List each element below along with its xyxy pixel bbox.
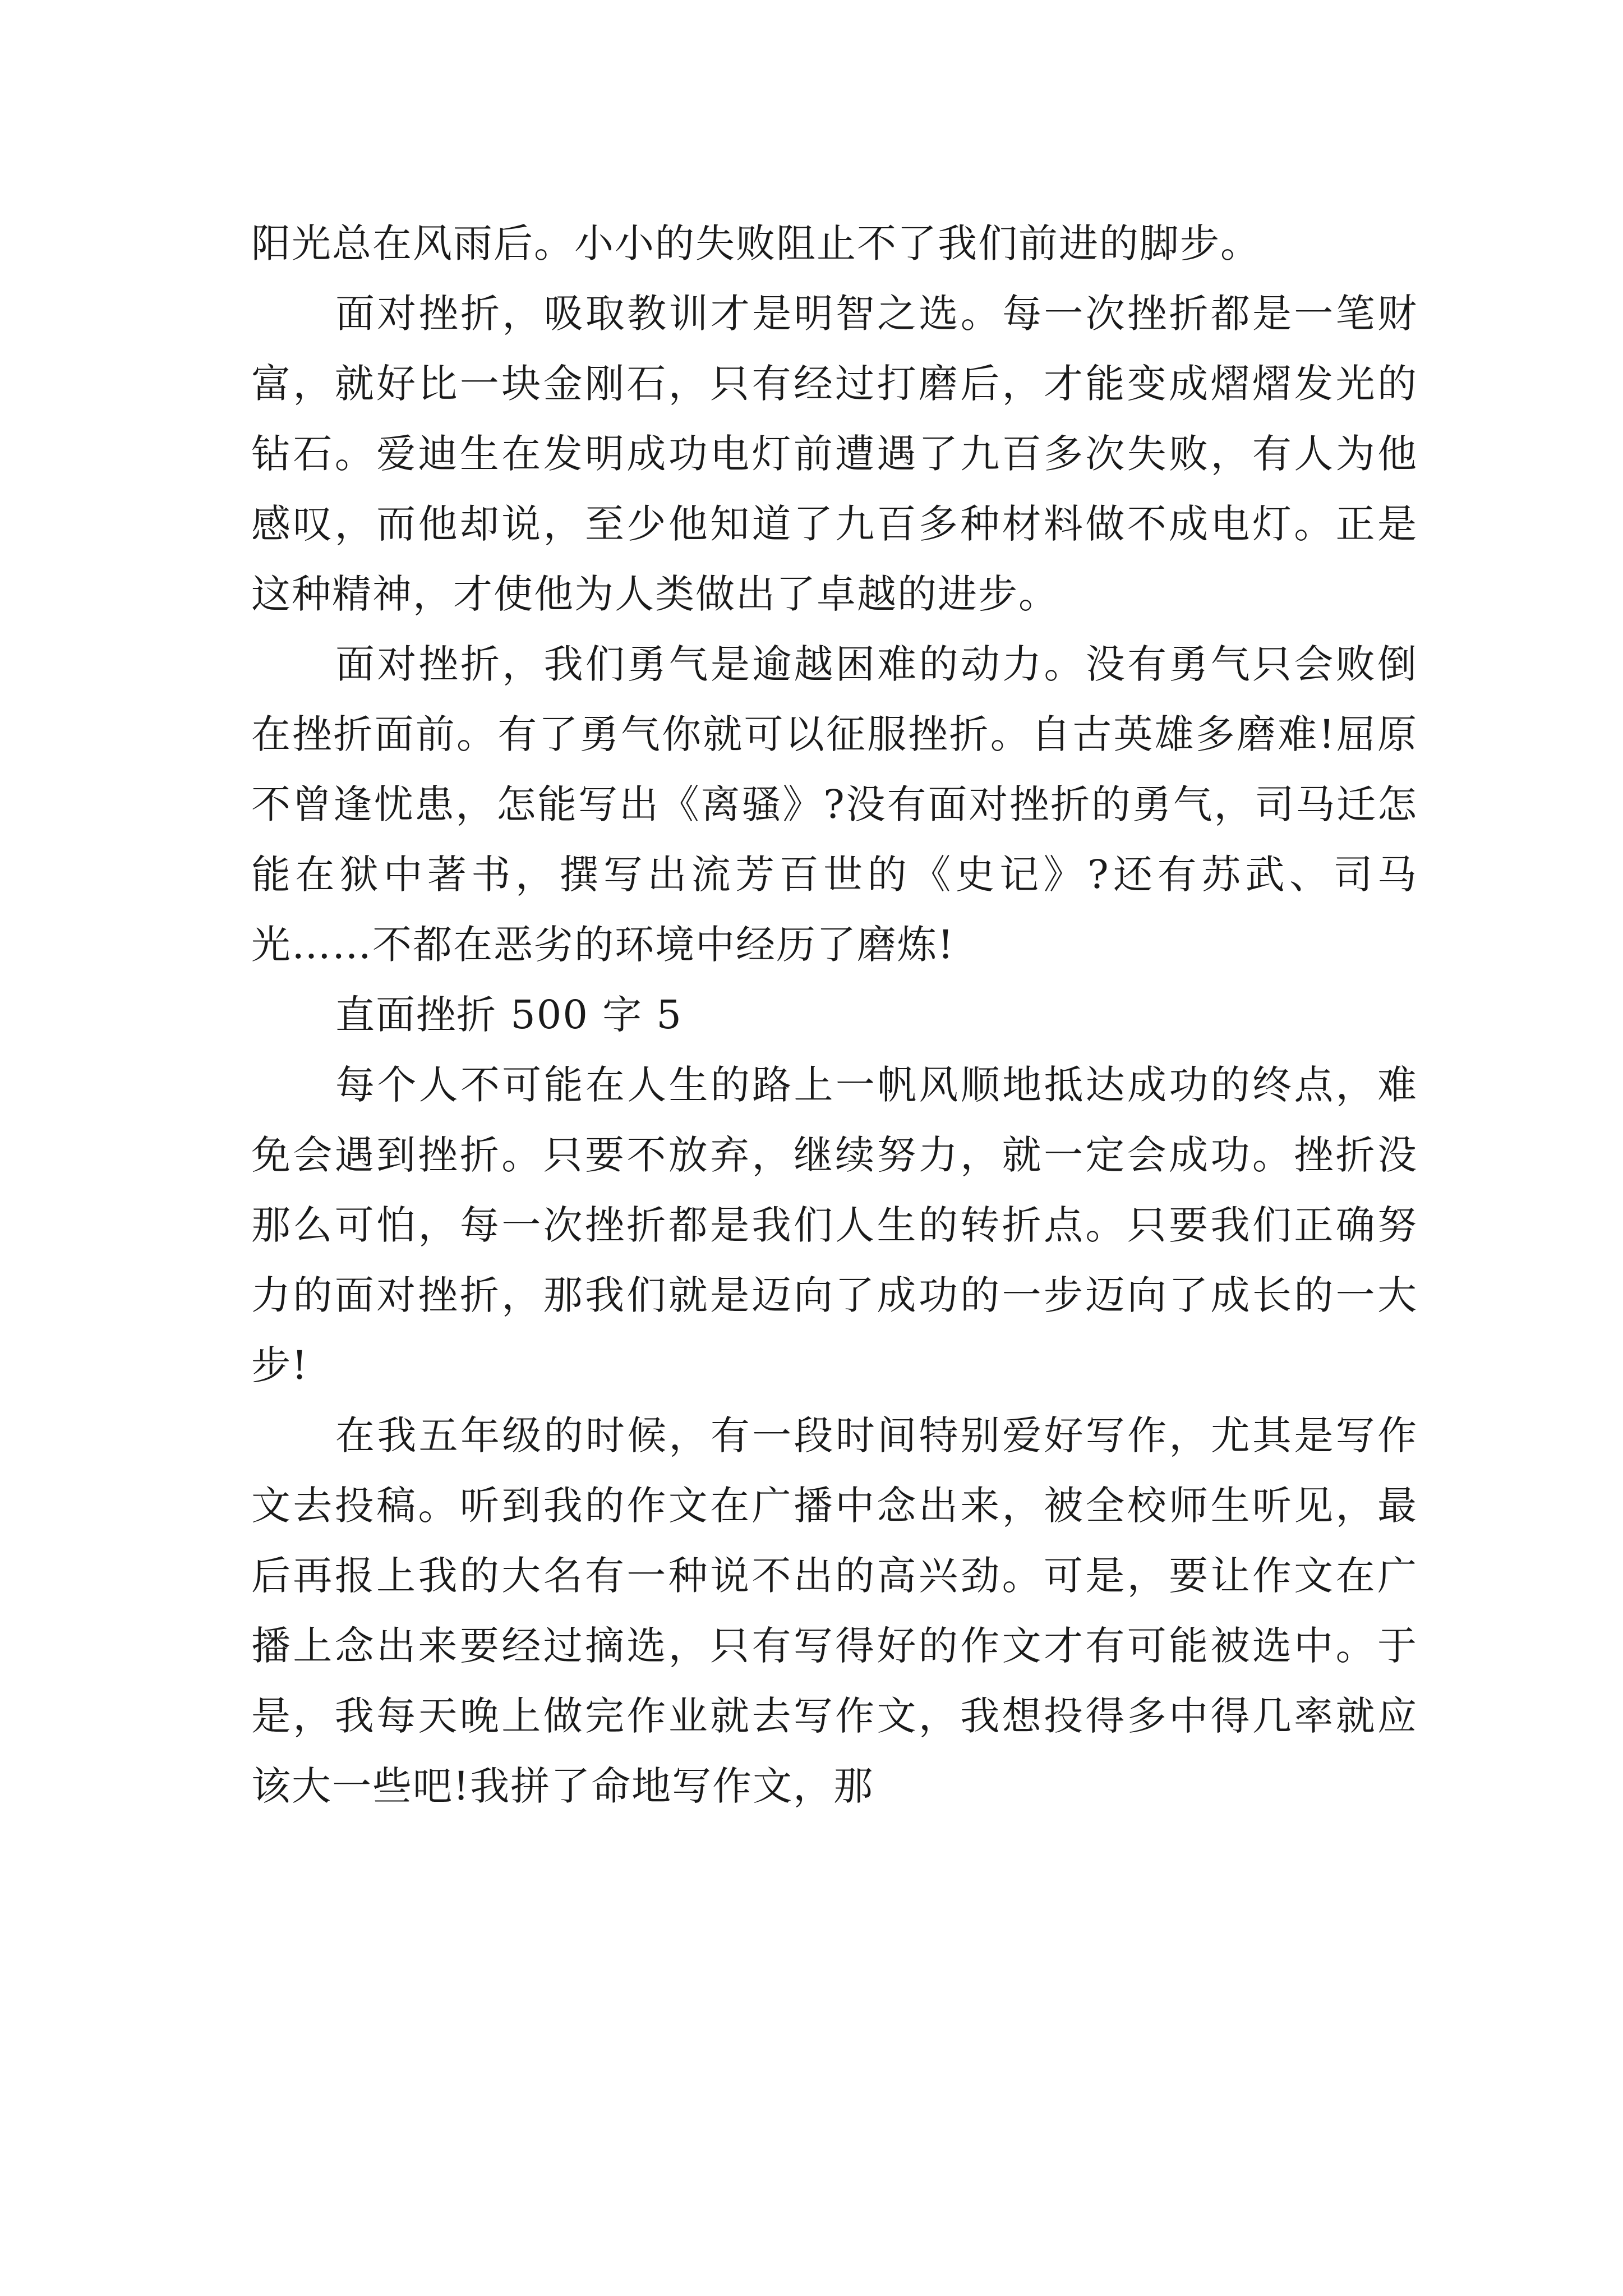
paragraph-no-smooth-road: 每个人不可能在人生的路上一帆风顺地抵达成功的终点，难免会遇到挫折。只要不放弃，继续努力，就一定会成功。挫折没那么可怕，每一次挫折都是我们人生的转折点。只要我们正确努力的面对挫折，那我们就是迈向了成功的一步迈向了成长的一大步! xyxy=(251,1062,1418,1388)
paragraph-courage: 面对挫折，我们勇气是逾越困难的动力。没有勇气只会败倒在挫折面前。有了勇气你就可以征服挫折。自古英雄多磨难!屈原不曾逢忧患，怎能写出《离骚》?没有面对挫折的勇气，司马迁怎能在狱中著书，撰写出流芳百世的《史记》?还有苏武、司马光……不都在恶劣的环境中经历了磨炼! xyxy=(251,641,1418,968)
paragraph-learn-lessons: 面对挫折，吸取教训才是明智之选。每一次挫折都是一笔财富，就好比一块金刚石，只有经过打磨后，才能变成熠熠发光的钻石。爱迪生在发明成功电灯前遭遇了九百多次失败，有人为他感叹，而他却说，至少他知道了九百多种材料做不成电灯。正是这种精神，才使他为人类做出了卓越的进步。 xyxy=(251,291,1418,617)
paragraph-continued: 阳光总在风雨后。小小的失败阻止不了我们前进的脚步。 xyxy=(251,220,1261,266)
paragraph-fifth-grade: 在我五年级的时候，有一段时间特别爱好写作，尤其是写作文去投稿。听到我的作文在广播中念出来，被全校师生听见，最后再报上我的大名有一种说不出的高兴劲。可是，要让作文在广播上念出来要经过摘选，只有写得好的作文才有可能被选中。于是，我每天晚上做完作业就去写作文，我想投得多中得几率就应该大一些吧!我拼了命地写作文，那 xyxy=(251,1412,1418,1809)
section-heading: 直面挫折 500 字 5 xyxy=(335,992,683,1038)
document-body xyxy=(251,209,1418,1821)
